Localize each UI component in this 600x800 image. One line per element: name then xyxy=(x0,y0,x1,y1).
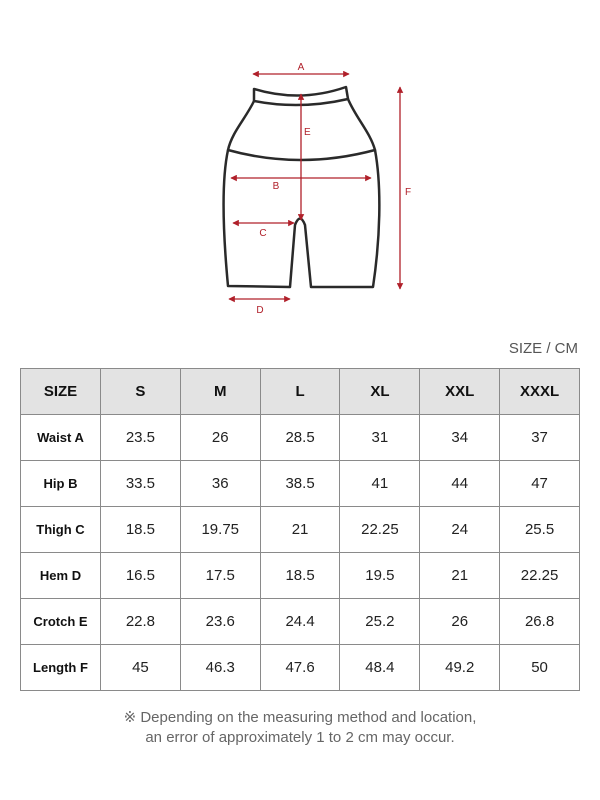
table-cell: 19.5 xyxy=(340,553,420,599)
table-cell: 34 xyxy=(420,415,500,461)
table-row xyxy=(21,599,580,645)
row-label: Length F xyxy=(21,645,101,691)
table-cell: 24 xyxy=(420,507,500,553)
table-cell: 45 xyxy=(101,645,181,691)
table-cell: 33.5 xyxy=(101,461,181,507)
row-label: Hem D xyxy=(21,553,101,599)
label-b: B xyxy=(272,181,280,192)
label-f: F xyxy=(405,187,412,198)
table-cell: 26 xyxy=(180,415,260,461)
table-cell: 37 xyxy=(500,415,580,461)
table-cell: 22.8 xyxy=(101,599,181,645)
table-cell: 48.4 xyxy=(340,645,420,691)
table-cell: 24.4 xyxy=(260,599,340,645)
table-cell: 25.2 xyxy=(340,599,420,645)
table-row xyxy=(21,553,580,599)
header-xxl: XXL xyxy=(420,369,500,415)
label-a: A xyxy=(297,62,305,73)
note-line-1: ※ Depending on the measuring method and location, xyxy=(123,709,477,726)
table-cell: 44 xyxy=(420,461,500,507)
header-s: S xyxy=(101,369,181,415)
label-d: D xyxy=(256,305,264,316)
label-e: E xyxy=(304,127,311,138)
table-cell: 23.6 xyxy=(180,599,260,645)
measurement-note xyxy=(0,708,600,748)
table-cell: 26.8 xyxy=(500,599,580,645)
table-row xyxy=(21,507,580,553)
table-cell: 38.5 xyxy=(260,461,340,507)
table-row xyxy=(21,645,580,691)
size-diagram xyxy=(0,0,600,330)
table-cell: 21 xyxy=(260,507,340,553)
note-line-2: an error of approximately 1 to 2 cm may occur. xyxy=(145,729,455,746)
table-cell: 50 xyxy=(500,645,580,691)
row-label: Crotch E xyxy=(21,599,101,645)
table-cell: 47 xyxy=(500,461,580,507)
table-header-row xyxy=(21,369,580,415)
row-label: Thigh C xyxy=(21,507,101,553)
table-cell: 16.5 xyxy=(101,553,181,599)
table-cell: 49.2 xyxy=(420,645,500,691)
table-cell: 18.5 xyxy=(101,507,181,553)
table-cell: 41 xyxy=(340,461,420,507)
table-row xyxy=(21,461,580,507)
header-l: L xyxy=(260,369,340,415)
table-cell: 23.5 xyxy=(101,415,181,461)
table-cell: 28.5 xyxy=(260,415,340,461)
table-cell: 19.75 xyxy=(180,507,260,553)
table-cell: 26 xyxy=(420,599,500,645)
header-xxxl: XXXL xyxy=(500,369,580,415)
table-cell: 25.5 xyxy=(500,507,580,553)
measure-lines xyxy=(229,74,400,299)
header-size: SIZE xyxy=(21,369,101,415)
table-cell: 17.5 xyxy=(180,553,260,599)
size-chart-table xyxy=(20,368,580,691)
header-xl: XL xyxy=(340,369,420,415)
table-cell: 46.3 xyxy=(180,645,260,691)
unit-label: SIZE / CM xyxy=(508,340,578,357)
table-cell: 31 xyxy=(340,415,420,461)
row-label: Hip B xyxy=(21,461,101,507)
table-cell: 47.6 xyxy=(260,645,340,691)
table-cell: 22.25 xyxy=(500,553,580,599)
table-cell: 36 xyxy=(180,461,260,507)
table-cell: 18.5 xyxy=(260,553,340,599)
label-c: C xyxy=(259,228,267,239)
table-cell: 21 xyxy=(420,553,500,599)
row-label: Waist A xyxy=(21,415,101,461)
table-cell: 22.25 xyxy=(340,507,420,553)
header-m: M xyxy=(180,369,260,415)
table-row xyxy=(21,415,580,461)
